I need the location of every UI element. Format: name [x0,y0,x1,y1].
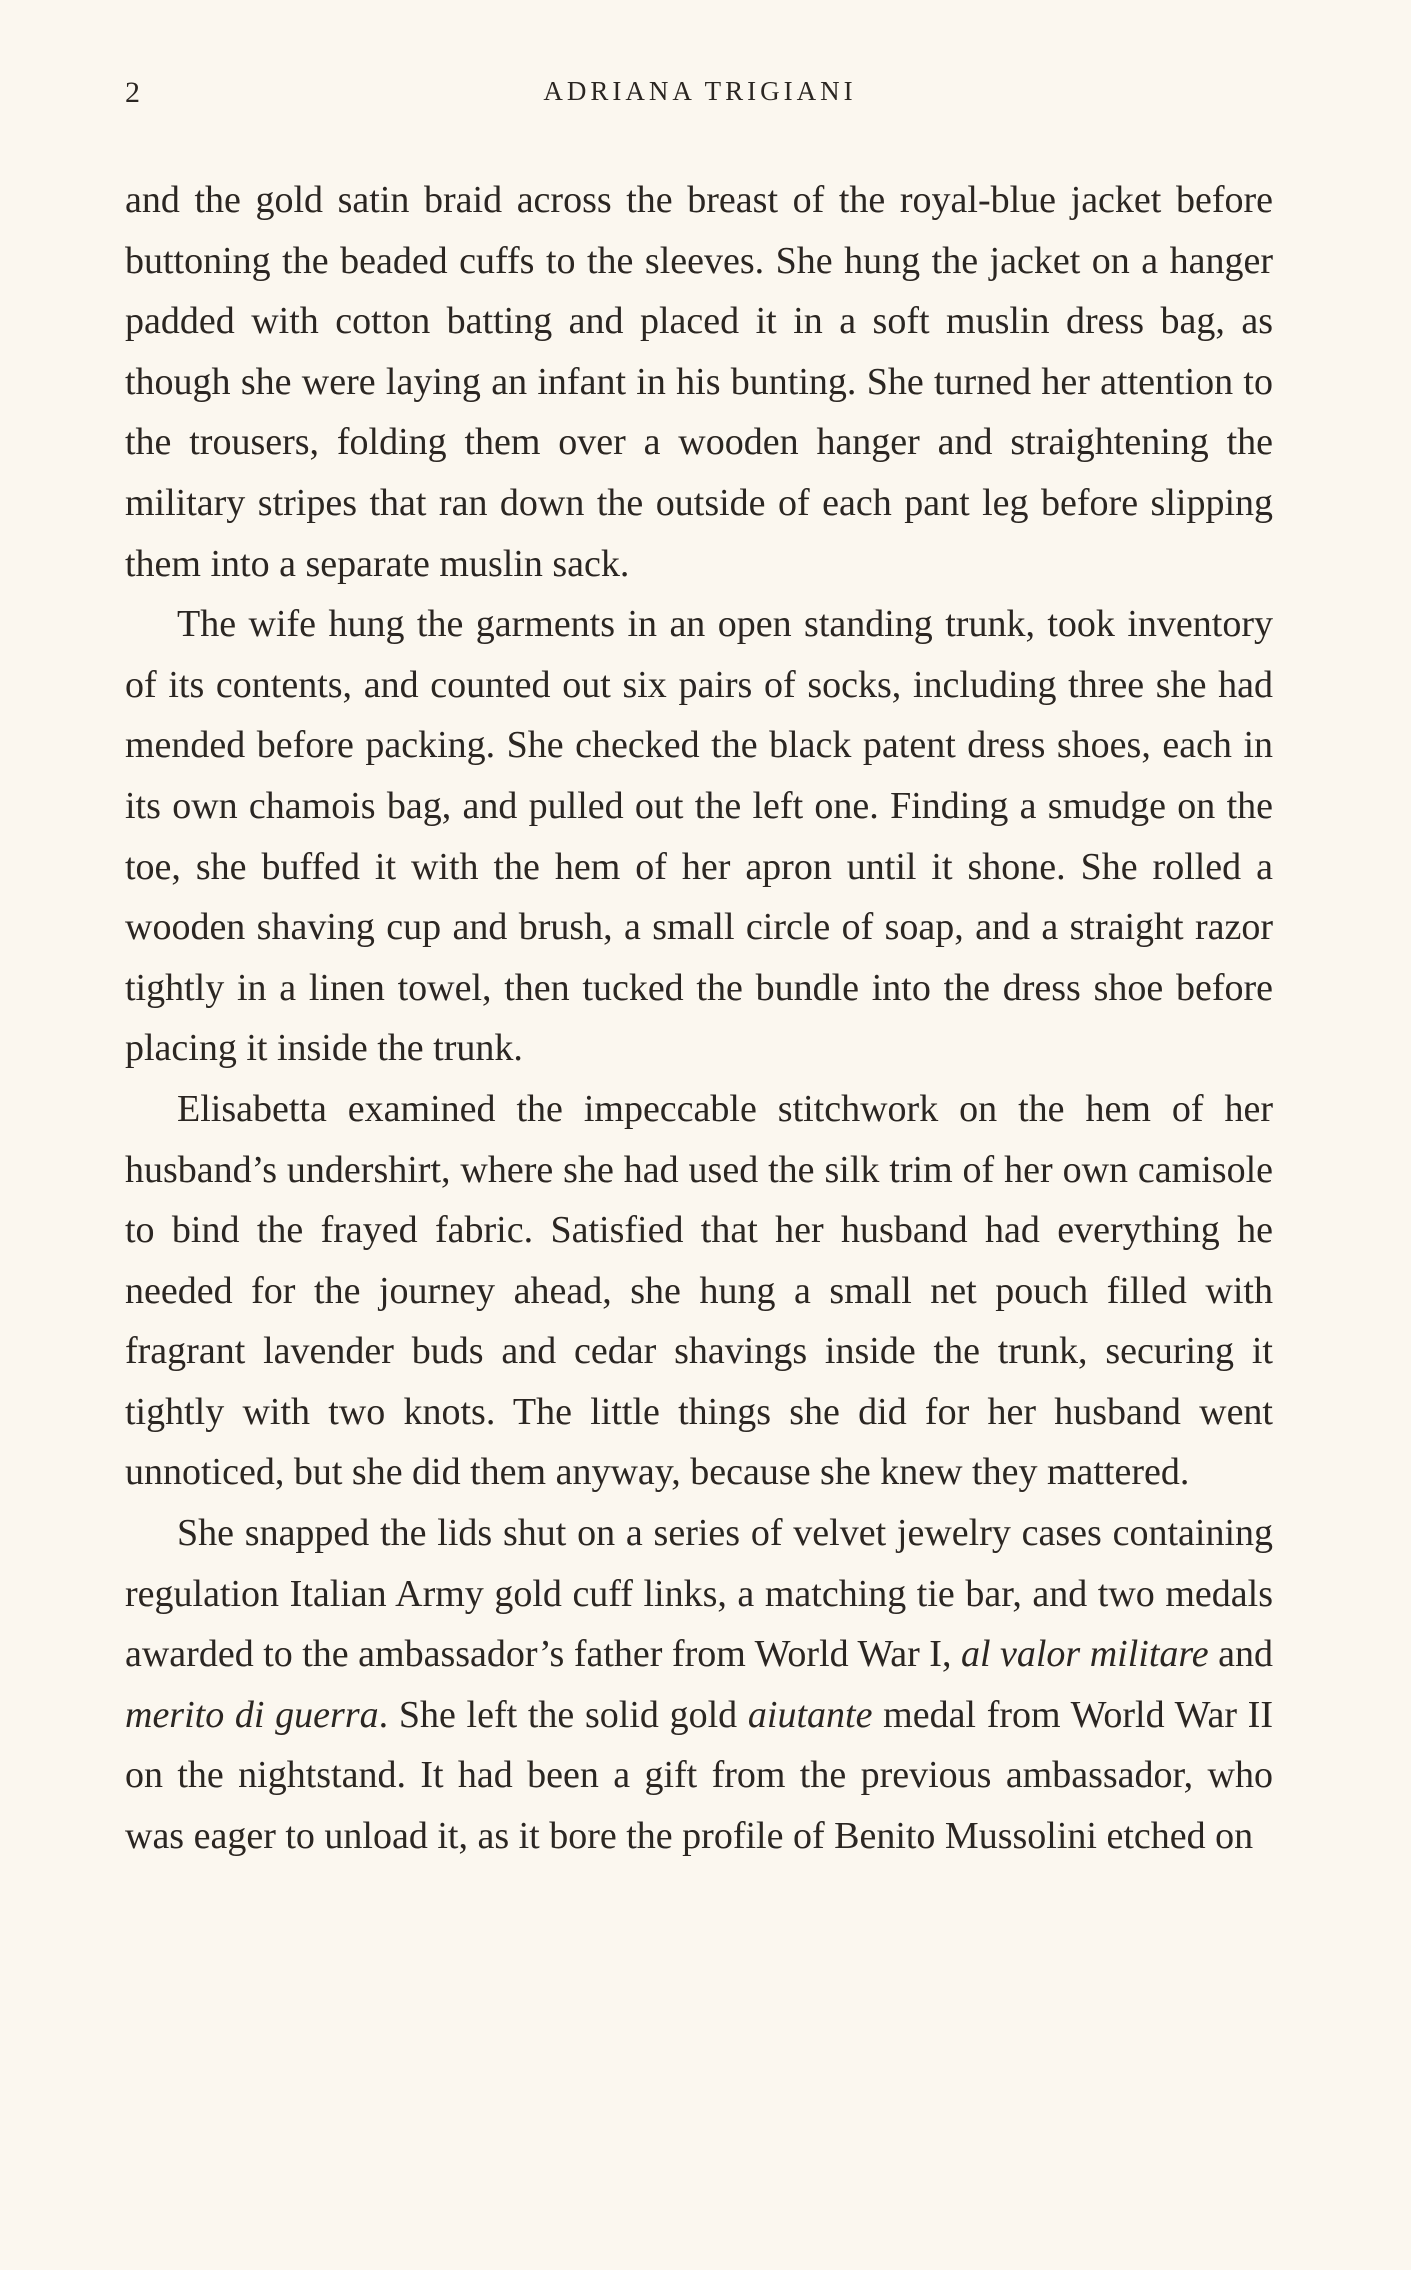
paragraph-text: medal from World War II on the nightstand. It had been a gift from the previous ambassador, who was eager to unload it, as it bore the profile of Benito Mussolini etched on [125,1693,1273,1858]
italic-phrase: al valor militare [960,1633,1209,1676]
paragraph-3 [125,1079,1273,1503]
author-name: ADRIANA TRIGIANI [543,76,857,106]
paragraph-text: The wife hung the garments in an open standing trunk, took inventory of its contents, and counted out six pairs of socks, including three she had mended before packing. She checked the black patent dress shoes, each in its own chamois bag, and pulled out the left one. Finding a smudge on the toe, she buffed it with the hem of her apron until it shone. She rolled a wooden shaving cup and brush, a small circle of soap, and a straight razor tightly in a linen towel, then tucked the bundle into the dress shoe before placing it inside the trunk. [125,603,1273,1070]
paragraph-text: and the gold satin braid across the breast of the royal-blue jacket before buttoning the beaded cuffs to the sleeves. She hung the jacket on a hanger padded with cotton batting and placed it in a soft muslin dress bag, as though she were laying an infant in his bunting. She turned her attention to the trousers, folding them over a wooden hanger and straightening the military stripes that ran down the outside of each pant leg before slipping them into a separate muslin sack. [125,179,1273,585]
paragraph-text: . She left the solid gold [378,1693,748,1736]
body-text [125,170,1273,1867]
running-head [125,76,1275,116]
paragraph-text: and [1208,1633,1274,1676]
paragraph-text: She snapped the lids shut on a series of velvet jewelry cases containing regulation Italian Army gold cuff links, a matching tie bar, and two medals awarded to the ambassador’s father from World War I, [125,1512,1273,1676]
paragraph-text: Elisabetta examined the impeccable stitchwork on the hem of her husband’s undershirt, where she had used the silk trim of her own camisole to bind the frayed fabric. Satisfied that her husband had everything he needed for the journey ahead, she hung a small net pouch filled with fragrant lavender buds and cedar shavings inside the trunk, securing it tightly with two knots. The little things she did for her husband went unnoticed, but she did them anyway, because she knew they mattered. [125,1087,1273,1494]
paragraph-4 [125,1503,1273,1867]
italic-phrase: merito di guerra [125,1693,379,1736]
page-number: 2 [125,76,140,109]
italic-phrase: aiutante [747,1693,873,1736]
paragraph-1 [125,170,1273,594]
paragraph-2 [125,594,1273,1079]
